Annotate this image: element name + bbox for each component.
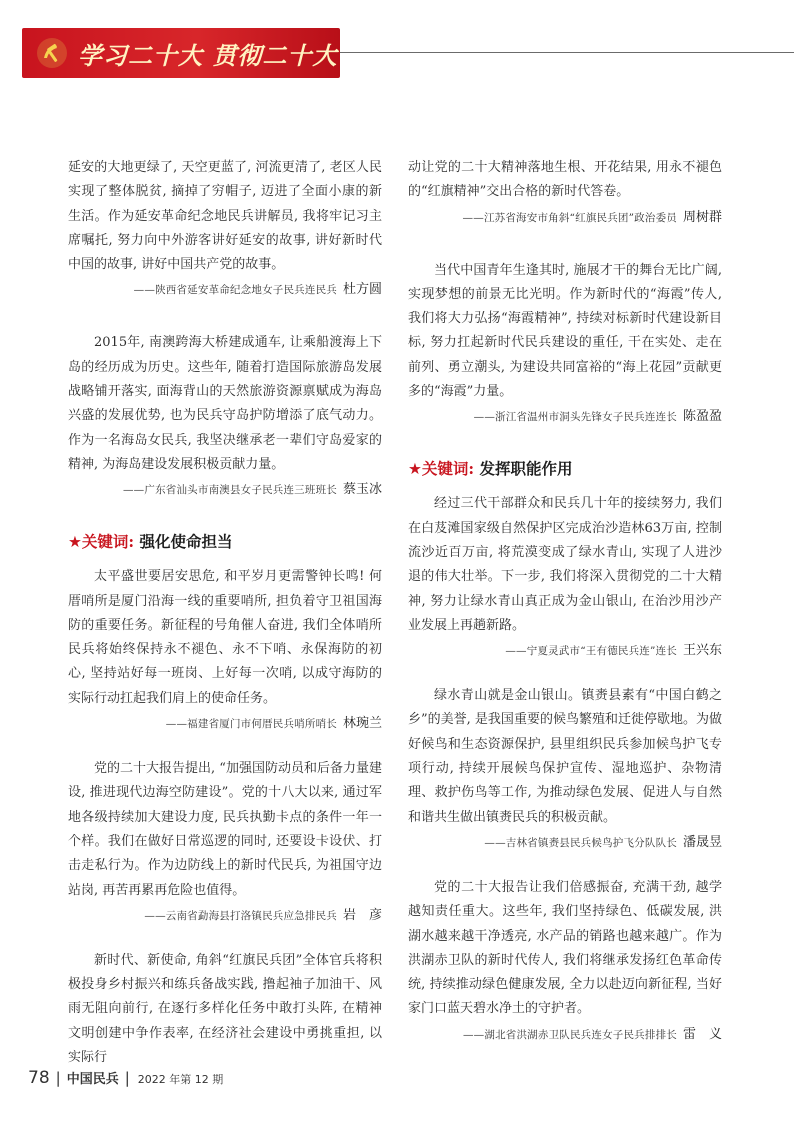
paragraph: 党的二十大报告提出, “加强国防动员和后备力量建设, 推进现代边海空防建设”。党的十八大以来, 通过军地各级持续加大建设力度, 民兵执勤卡点的条件一年一个样。我们在做好日常巡逻的同时, 还要设卡设伏、打击走私行为。作为边防线上的新时代民兵, 为祖国守边站岗, 再苦再累再危险也值得。 <box>68 761 382 898</box>
right-column <box>408 156 722 1046</box>
signature <box>408 832 722 854</box>
testimony-block <box>408 156 722 229</box>
paragraph: 绿水青山就是金山银山。镇赉县素有“中国白鹤之乡”的美誉, 是我国重要的候鸟繁殖和迁徙停歇地。为做好候鸟和生态资源保护, 县里组织民兵参加候鸟护飞专项行动, 持续开展候鸟保护宣传、湿地巡护、杂物清理、救护伤鸟等工作, 为推动绿色发展、促进人与自然和谐共生做出镇赉民兵的积极贡献。 <box>408 688 722 825</box>
signature-name: 陈盈盈 <box>682 409 722 425</box>
signature-name: 雷 义 <box>682 1026 722 1042</box>
signature <box>408 1024 722 1046</box>
signature-name: 岩 彦 <box>342 907 382 923</box>
paragraph: 党的二十大报告让我们倍感振奋, 充满干劲, 越学越知责任重大。这些年, 我们坚持绿色、低碳发展, 洪湖水越来越干净透亮, 水产品的销路也越来越广。作为洪湖赤卫队的新时代传人, 我们将继承发扬红色革命传统, 持续推动绿色健康发展, 全力以赴迈向新征程, 当好家门口蓝天碧水净土的守护者。 <box>408 879 722 1017</box>
paragraph: 新时代、新使命, 角斜“红旗民兵团”全体官兵将积极投身乡村振兴和练兵备战实践, 撸起袖子加油干、风雨无阻向前行, 在逐行多样化任务中敢打头阵, 在精神文明创建中争作表率, 在经济社会建设中勇挑重担, 以实际行 <box>68 952 382 1066</box>
testimony-block <box>408 259 722 429</box>
star-icon: ★ <box>68 533 82 552</box>
header-rule <box>340 52 794 53</box>
testimony-block <box>68 757 382 927</box>
testimony-block <box>68 156 382 301</box>
testimony-block <box>408 876 722 1046</box>
signature-name: 蔡玉冰 <box>342 482 382 498</box>
signature-unit: ——浙江省温州市洞头先锋女子民兵连连长 <box>473 411 677 424</box>
keyword-label: 关键词: <box>81 532 135 552</box>
signature-name: 杜方圆 <box>342 282 382 298</box>
testimony-block <box>68 949 382 1070</box>
signature-unit: ——云南省勐海县打洛镇民兵应急排民兵 <box>144 909 337 922</box>
signature-unit: ——福建省厦门市何厝民兵哨所哨长 <box>165 718 337 731</box>
testimony-block <box>408 492 722 662</box>
page-number: 78 <box>28 1068 50 1088</box>
magazine-name: 中国民兵 <box>66 1072 119 1087</box>
signature <box>408 207 722 229</box>
keyword-label: 关键词: <box>421 459 475 479</box>
issue-label: 2022 年第 12 期 <box>137 1073 224 1086</box>
signature <box>408 406 722 428</box>
keyword-heading <box>408 458 722 480</box>
signature-unit: ——广东省汕头市南澳县女子民兵连三班班长 <box>122 484 337 497</box>
signature-name: 潘晟昱 <box>682 834 722 850</box>
signature <box>68 279 382 301</box>
star-icon: ★ <box>408 460 422 479</box>
signature-name: 林琬兰 <box>342 716 382 732</box>
signature-unit: ——湖北省洪湖赤卫队民兵连女子民兵排排长 <box>462 1028 677 1041</box>
signature <box>68 905 382 927</box>
paragraph: 当代中国青年生逢其时, 施展才干的舞台无比广阔, 实现梦想的前景无比光明。作为新时代的“海霞”传人, 我们将大力弘扬“海霞精神”, 持续对标新时代建设新目标, 努力扛起新时代民兵建设的重任, 干在实处、走在前列、勇立潮头, 为建设共同富裕的“海上花园”贡献更多的“海霞”力量。 <box>408 262 722 400</box>
keyword-title: 强化使命担当 <box>139 533 233 552</box>
paragraph: 太平盛世要居安思危, 和平岁月更需警钟长鸣! 何厝哨所是厦门沿海一线的重要哨所, 担负着守卫祖国海防的重要任务。新征程的号角催人奋进, 我们全体哨所民兵将始终保持永不褪色、永不下哨、永保海防的初心, 坚持站好每一班岗、上好每一次哨, 以成守海防的实际行动扛起我们肩上的使命任务。 <box>68 569 382 706</box>
footer-separator: | <box>55 1069 61 1087</box>
keyword-title: 发挥职能作用 <box>479 460 573 479</box>
signature-unit: ——江苏省海安市角斜“红旗民兵团”政治委员 <box>462 211 677 224</box>
party-emblem-icon <box>32 33 72 73</box>
paragraph: 延安的大地更绿了, 天空更蓝了, 河流更清了, 老区人民实现了整体脱贫, 摘掉了穷帽子, 迈进了全面小康的新生活。作为延安革命纪念地民兵讲解员, 我将牢记习主席嘱托, 努力向中外游客讲好延安的故事, 讲好新时代中国的故事, 讲好中国共产党的故事。 <box>68 160 382 273</box>
signature <box>68 713 382 735</box>
footer-separator: | <box>124 1069 130 1087</box>
page-footer <box>28 1068 223 1088</box>
testimony-block <box>408 684 722 854</box>
testimony-block <box>68 565 382 735</box>
header-banner <box>22 28 340 78</box>
signature-name: 周树群 <box>682 209 722 225</box>
signature-unit: ——陕西省延安革命纪念地女子民兵连民兵 <box>133 284 337 297</box>
paragraph: 经过三代干部群众和民兵几十年的接续努力, 我们在白芨滩国家级自然保护区完成治沙造林63万亩, 控制流沙近百万亩, 将荒漠变成了绿水青山, 实现了人进沙退的伟大壮举。下一步, 我们将深入贯彻党的二十大精神, 努力让绿水青山真正成为金山银山, 在治沙用沙产业发展上再趟新路。 <box>408 496 722 633</box>
signature <box>68 479 382 501</box>
testimony-block <box>68 331 382 501</box>
paragraph: 2015年, 南澳跨海大桥建成通车, 让乘船渡海上下岛的经历成为历史。这些年, 随着打造国际旅游岛发展战略铺开落实, 面海背山的天然旅游资源禀赋成为海岛兴盛的发展优势, 也为民兵守岛护防增添了底气动力。作为一名海岛女民兵, 我坚决继承老一辈们守岛爱家的精神, 为海岛建设发展积极贡献力量。 <box>68 335 382 472</box>
signature-name: 王兴东 <box>682 643 722 659</box>
left-column <box>68 156 382 1070</box>
keyword-heading <box>68 531 382 553</box>
signature-unit: ——吉林省镇赉县民兵候鸟护飞分队队长 <box>484 836 677 849</box>
signature-unit: ——宁夏灵武市“王有德民兵连”连长 <box>505 645 677 658</box>
paragraph: 动让党的二十大精神落地生根、开花结果, 用永不褪色的“红旗精神”交出合格的新时代答卷。 <box>408 160 722 200</box>
signature <box>408 640 722 662</box>
banner-title: 学习二十大 贯彻二十大 <box>78 41 338 70</box>
